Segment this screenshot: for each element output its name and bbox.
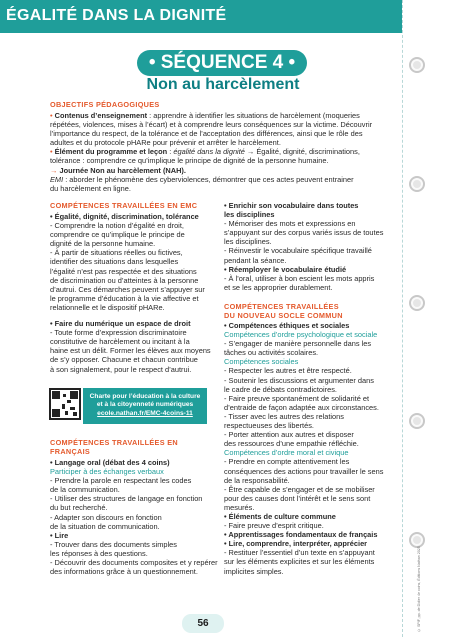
vocabulary-section	[224, 201, 396, 292]
qr-code-icon[interactable]	[49, 388, 81, 420]
objectives-heading: OBJECTIFS PÉDAGOGIQUES	[50, 100, 160, 109]
qr-line-1: Charte pour l’éducation à la culture	[89, 393, 201, 400]
chapter-title: ÉGALITÉ DANS LA DIGNITÉ	[6, 7, 227, 24]
objectives-text: • Contenus d’enseignement : apprendre à identifier les situations de harcèlement (moqueries répétées, violences, mises à l’écart) et à comprendre leurs conséquences sur la victime. Découvrir l’importance du respect, de la tolérance et de l’acceptation des différences, ainsi que le rôle des adultes et du protocole pHARe pour prévenir et arrêter le harcèlement. • Élément du programme et leçon : égalité dans la dignité → Égalité, dignité, discriminations, tolérance : comprendre ce qu’implique le principe de dignité de la personne humaine. → Journée Non au harcèlement (NAH). EMI : aborder le phénomène des cyberviolences, démontrer que ces actes peuvent entrainer du harcèlement en ligne.	[50, 111, 373, 193]
emc-heading: COMPÉTENCES TRAVAILLÉES EN EMC	[50, 201, 198, 210]
socle-heading-1: COMPÉTENCES TRAVAILLÉES	[224, 302, 339, 311]
french-text: • Langage oral (débat des 4 coins) Participer à des échanges verbaux - Prendre la parole en respectant les codes de la communication. - Utiliser des structures de langage en fonction du but recherché. - Adapter son discours en fonction de la situation de communication. • Lire - Trouver dans des documents simples les réponses à des questions. - Découvrir des documents composites et y repérer des informations grâce à un questionnement.	[50, 458, 218, 577]
sequence-pill	[137, 50, 307, 76]
socle-section	[224, 302, 396, 576]
binder-ring-icon	[409, 57, 425, 73]
binder-ring-icon	[409, 413, 425, 429]
emc-text-digital: • Faire du numérique un espace de droit - Toute forme d’expression discriminatoire constitutive de harcèlement ou incitant à la haine est un délit. Former les élèves aux moyens de s’y opposer. Chacune et chacun contribue à son signalement, pour le respect d’autrui.	[50, 319, 211, 374]
french-heading: COMPÉTENCES TRAVAILLÉES EN FRANÇAIS	[50, 438, 178, 456]
sequence-label: • SÉQUENCE 4 •	[148, 52, 296, 73]
french-section	[50, 438, 218, 576]
qr-link[interactable]: ecole.nathan.fr/EMC-4coins-11	[97, 409, 193, 417]
copyright-note: © SPIF, pp. de Didier 4e coins, Éditions Nathan 2025	[417, 546, 421, 632]
page-number: 56	[182, 614, 224, 633]
socle-text: • Compétences éthiques et sociales Compétences d’ordre psychologique et sociale - S’engager de manière personnelle dans les tâches ou activités scolaires. Compétences sociales - Respecter les autres et être respecté. - Soutenir les discussions et argumenter dans le cadre de débats contradictoires. - Faire preuve spontanément de solidarité et d’entraide de façon adaptée aux circonstances. - Tisser avec les autres des relations respectueuses des libertés. - Porter attention aux autres et disposer des ressources d’une empathie réfléchie. Compétences d’ordre moral et civique - Prendre en compte attentivement les conséquences des actions pour travailler le sens de la responsabilité. - Être capable de s’engager et de se mobiliser pour des causes dont l’intérêt et le sens sont mesurés. • Éléments de culture commune - Faire preuve d’esprit critique. • Apprentissages fondamentaux de français • Lire, comprendre, interpréter, apprécier - Restituer l’essentiel d’un texte en s’appuyant sur les éléments explicites et sur les éléments implicites simples.	[224, 321, 384, 576]
binder-ring-icon	[409, 295, 425, 311]
emc-text: • Égalité, dignité, discrimination, tolérance - Comprendre la notion d’égalité en droit, comprendre ce qu’implique le principe de dignité de la personne humaine. - À partir de situations réelles ou fictives, identifier des situations dans lesquelles l’égalité n’est pas respectée et des situations de discrimination ou d’atteintes à la personne d’autrui. Ces démarches peuvent s’appuyer sur le programme d’éducation à la vie affective et relationnelle et le dispositif pHARe.	[50, 212, 205, 312]
qr-info-box[interactable]	[83, 388, 207, 424]
sequence-subtitle: Non au harcèlement	[146, 76, 300, 93]
binder-ring-icon	[409, 176, 425, 192]
emc-section	[50, 201, 218, 374]
qr-line-2: et à la citoyenneté numériques	[96, 401, 194, 409]
objectives-section	[50, 100, 395, 193]
socle-heading-2: DU NOUVEAU SOCLE COMMUN	[224, 311, 343, 320]
vocabulary-text: • Enrichir son vocabulaire dans toutes les disciplines - Mémoriser des mots et expressions en s’appuyant sur des corpus variés issus de toutes les disciplines. - Réinvestir le vocabulaire spécifique travaillé pendant la séance. • Réemployer le vocabulaire étudié - À l’oral, utiliser à bon escient les mots appris et se les approprier durablement.	[224, 201, 384, 292]
chapter-banner	[0, 0, 402, 33]
